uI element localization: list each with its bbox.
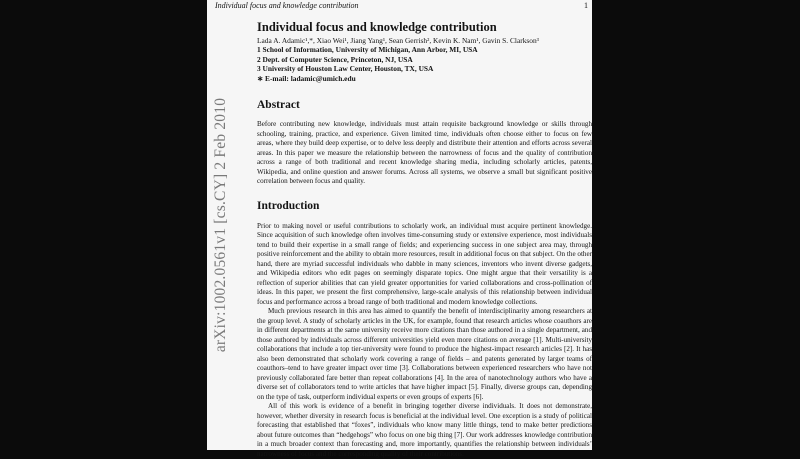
abstract-heading: Abstract xyxy=(257,99,300,111)
corresponding-email: ∗ E-mail: ladamic@umich.edu xyxy=(257,73,356,83)
affiliation-1: 1 School of Information, University of Michigan, Ann Arbor, MI, USA xyxy=(257,45,478,54)
intro-paragraph-1: Prior to making novel or useful contributions to scholarly work, an individual must acquire pertinent knowledge. Since acquisition of such knowledge often involves time-consuming study or extensive experience, most individuals tend to build their expertise in a small range of fields; and experiencing success in one subject area may, through positive reinforcement and the ability to obtain more resources, result in additional focus on that subject. On the other hand, there are myriad successful individuals who dabble in many sciences, inventors who invent diverse gadgets, and Wikipedia editors who edit pages on seemingly disparate topics. One might argue that their versatility is a reflection of superior abilities that can yield greater opportunities for varied collaborations and cross-pollination of ideas. In this paper, we present the first comprehensive, large-scale analysis of this relationship between individual focus and performance across a broad range of both traditional and modern knowledge collections. xyxy=(257,221,592,306)
paper-content xyxy=(257,20,592,459)
page-number: 1 xyxy=(584,1,588,10)
affiliation-3: 3 University of Houston Law Center, Houston, TX, USA xyxy=(257,64,434,73)
introduction-heading: Introduction xyxy=(257,199,320,212)
arxiv-stamp xyxy=(207,97,235,353)
paper-title: Individual focus and knowledge contribution xyxy=(257,20,497,34)
author-list: Lada A. Adamic¹,*, Xiao Wei¹, Jiang Yang¹, Sean Gerrish², Kevin K. Nam¹, Gavin S. Clarkson³ xyxy=(257,36,539,45)
abstract-body: Before contributing new knowledge, individuals must attain requisite background knowledge or skills through schooling, training, practice, and experience. Given limited time, individuals often choose either to focus on few areas, where they build deep expertise, or to delve less deeply and distribute their attention and efforts across several areas. In this paper we measure the relationship between the narrowness of focus and the quality of contribution across a range of both traditional and recent knowledge sharing media, including scholarly articles, patents, Wikipedia, and online question and answer forums. Across all systems, we observe a small but significant positive correlation between focus and quality. xyxy=(257,120,592,185)
paper-page xyxy=(207,0,592,458)
intro-paragraph-2: Much previous research in this area has aimed to quantify the benefit of interdisciplinarity among researchers at the group level. A study of scholarly articles in the UK, for example, found that research articles whose coauthors are in different departments at the same university receive more citations than those authored in a single department, and those authored by individuals across different universities yield even more citations on average [1]. Multi-university collaborations that include a top tier-university were found to produce the highest-impact research articles [2]. It has also been demonstrated that scholarly work covering a range of fields – and patents generated by larger teams of coauthors–tend to have greater impact over time [3]. Collaborations between experienced researchers who have not previously collaborated fare better than repeat collaborations [4]. In the area of nanotechnology authors who have a diverse set of collaborators tend to write articles that have higher impact [5]. Finally, diverse groups can, depending on the type of task, outperform individual experts or even groups of experts [6]. xyxy=(257,307,592,401)
affiliation-2: 2 Dept. of Computer Science, Princeton, NJ, USA xyxy=(257,54,413,64)
running-header: Individual focus and knowledge contribution xyxy=(215,1,359,10)
arxiv-identifier: arXiv:1002.0561v1 [cs.CY] 2 Feb 2010 xyxy=(212,97,229,353)
intro-paragraph-3: All of this work is evidence of a benefit in bringing together diverse individuals. It does not demonstrate, however, whether diversity in research focus is beneficial at the individual level. One exception is a study of political forecasting that established that “foxes”, individuals who know many little things, tend to make better predictions about future outcomes than “hedgehogs” who focus on one big thing [7]. Our work addresses knowledge contribution in a much broader context than forecasting and, more importantly, quantifies the relationship between individuals’ narrowness of focus and the corresponding quality of their contributions. xyxy=(257,402,592,458)
